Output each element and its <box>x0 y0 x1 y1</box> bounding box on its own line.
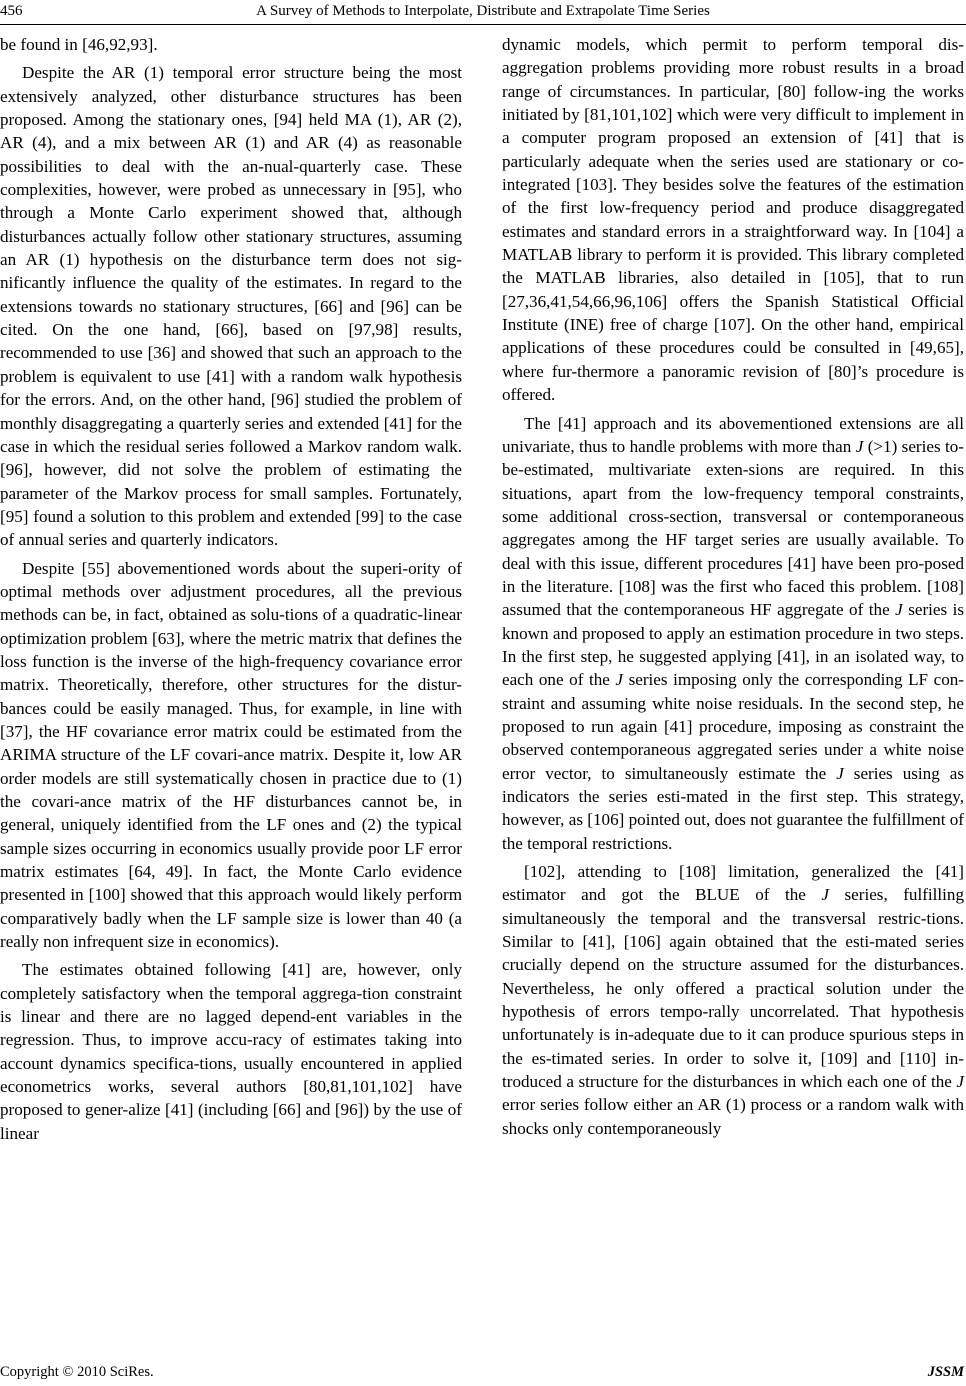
paragraph: Despite [55] abovementioned words about the superi-ority of optimal methods over adjustment procedures, all the previous methods can be, in fact, obtained as solu-tions of a quadratic-linear optimization problem [63], where the metric matrix that defines the loss function is the inverse of the high-frequency covariance error matrix. Theoretically, therefore, other structures for the distur-bances could be easily managed. Thus, for example, in line with [37], the HF covariance error matrix could be estimated from the ARIMA structure of the LF covari-ance matrix. Despite it, low AR order models are still systematically chosen in practice due to (1) the covari-ance matrix of the HF disturbances cannot be, in general, uniquely identified from the LF ones and (2) the typical sample sizes occurring in economics usually provide poor LF error matrix estimates [64, 49]. In fact, the Monte Carlo evidence presented in [100] showed that this approach would likely perform comparatively badly when the LF sample size is lower than 40 (a really non infrequent size in economics). <box>0 558 462 952</box>
text-run: series is known and proposed to apply an estimation procedure in two steps. In the first step, he suggested applying [41], in an isolated way, to each one of the <box>502 600 964 690</box>
page-number: 456 <box>0 3 23 19</box>
journal-name: JSSM <box>927 1364 964 1380</box>
paragraph: Despite the AR (1) temporal error structure being the most extensively analyzed, other disturbance structures has been proposed. Among the stationary ones, [94] held MA (1), AR (2), AR (4), and a mix between AR (1) and AR (4) as reasonable possibilities to deal with the an-nual-quarterly case. These complexities, however, were probed as unnecessary in [95], who through a Monte Carlo experiment showed that, although disturbances actually follow other stationary structures, assuming an AR (1) hypothesis on the disturbance term does not sig-nificantly influence the quality of the estimates. In regard to the extensions towards no stationary structures, [66] and [96] can be cited. On the one hand, [66], based on [97,98] results, recommended to use [36] and showed that such an approach to the problem is equivalent to use [41] with a random walk hypothesis for the errors. And, on the other hand, [96] studied the problem of monthly disaggregating a quarterly series and extended [41] for the case in which the residual series followed a Markov random walk. [96], however, did not solve the problem of estimating the parameter of the Markov process for small samples. Fortunately, [95] found a solution to this problem and extended [99] to the case of annual series and quarterly indicators. <box>0 63 462 550</box>
text-run: [102], attending to [108] limitation, generalized the [41] estimator and got the BLUE of the <box>502 862 964 905</box>
left-column <box>0 33 462 1145</box>
text-run: The [41] approach and its abovementioned extensions are all univariate, thus to handle problems with more than <box>502 413 964 456</box>
paragraph: dynamic models, which permit to perform temporal dis-aggregation problems providing more robust results in a broad range of circumstances. In particular, [80] follow-ing the works initiated by [81,101,102] which were very difficult to implement in a computer program proposed an extension of [41] that is particularly adequate when the series used are stationary or co-integrated [103]. They besides solve the features of the estimation of the first low-frequency period and produce disaggregated estimates and standard errors in a straightforward way. In [104] a MATLAB library to perform it is provided. This library completed the MATLAB libraries, also detailed in [105], that to run [27,36,41,54,66,96,106] offers the Spanish Statistical Official Institute (INE) free of charge [107]. On the other hand, empirical applications of these procedures could be consulted in [49,65], where fur-thermore a panoramic revision of [80]’s procedure is offered. <box>502 35 964 405</box>
paragraph <box>502 860 964 1140</box>
right-column <box>502 33 964 1140</box>
math-symbol: J <box>956 1072 964 1092</box>
paragraph: The estimates obtained following [41] are, however, only completely satisfactory when the temporal aggrega-tion constraint is linear and there are no lagged depend-ent variables in the regression. Thus, to improve accu-racy of estimates taking into account dynamics specifica-tions, usually encountered in applied econometrics works, several authors [80,81,101,102] have proposed to gener-alize [41] (including [66] and [96]) by the use of linear <box>0 960 462 1143</box>
math-symbol: J <box>821 885 829 905</box>
text-run: series, fulfilling simultaneously the temporal and the transversal restric-tions. Similar to [41], [106] again obtained that the esti-mated series crucially depend on the structure assumed for the disturbances. Nevertheless, he only offered a practical solution under the hypothesis of errors tempo-rally uncorrelated. That hypothesis unfortunately is in-adequate due to it can produce spurious steps in the es-timated series. In order to solve it, [109] and [110] in-troduced a structure for the disturbances in which each one of the <box>502 885 965 1092</box>
running-title: A Survey of Methods to Interpolate, Distribute and Extrapolate Time Series <box>256 3 710 19</box>
paragraph <box>502 412 964 856</box>
text-run: (>1) series to-be-estimated, multivariate exten-sions are required. In this situations, apart from the low-frequency temporal constraints, some additional cross-section, transversal or contemporaneous aggregates among the HF target series are usually available. To deal with this issue, different procedures [41] have been pro-posed in the literature. [108] was the first who faced this problem. [108] assumed that the contemporaneous HF aggregate of the <box>502 436 964 620</box>
math-symbol: J <box>855 436 864 456</box>
text-run: series using as indicators the series esti-mated in the first step. This strategy, however, as [106] pointed out, does not guarantee the fulfillment of the temporal restrictions. <box>502 763 964 853</box>
text-run: error series follow either an AR (1) process or a random walk with shocks only contemporaneously <box>502 1095 964 1138</box>
page-header <box>0 0 966 30</box>
paragraph: be found in [46,92,93]. <box>0 35 158 54</box>
copyright-notice: Copyright © 2010 SciRes. <box>0 1364 154 1380</box>
math-symbol: J <box>836 763 844 783</box>
header-rule <box>0 24 966 25</box>
math-symbol: J <box>615 670 624 690</box>
text-run: series imposing only the corresponding LF con-straint and assuming white noise residuals. In the second step, he proposed to run again [41] procedure, imposing as constraint the observed contemporaneous aggregated series under a white noise error vector, to simultaneously estimate the <box>502 670 964 783</box>
math-symbol: J <box>895 600 903 620</box>
